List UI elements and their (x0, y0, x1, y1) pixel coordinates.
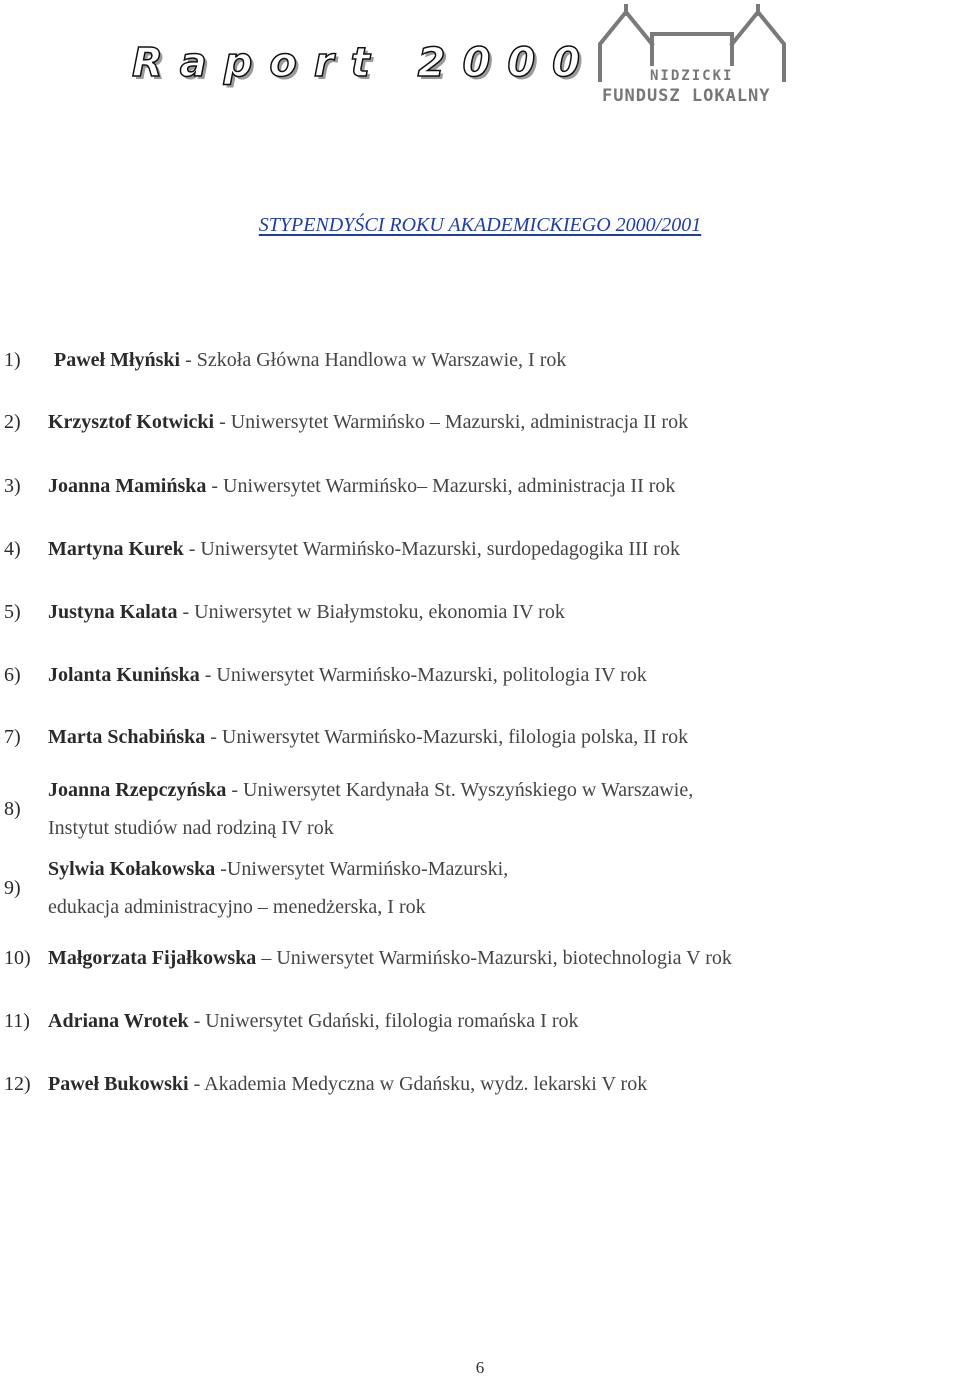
scholar-name: Krzysztof Kotwicki (48, 411, 215, 433)
item-number: 3) (4, 475, 21, 497)
item-number: 6) (4, 664, 21, 686)
scholar-description-continued: Instytut studiów nad rodziną IV rok (48, 817, 334, 839)
scholar-description-continued: edukacja administracyjno – menedżerska, I rok (48, 896, 426, 918)
scholar-description: - Uniwersytet Gdański, filologia romańska I rok (188, 1010, 579, 1032)
scholar-description: - Uniwersytet Warmińsko-Mazurski, filologia polska, II rok (205, 726, 689, 748)
fund-logo (592, 2, 796, 110)
item-number: 2) (4, 411, 21, 433)
scholar-description: -Uniwersytet Warmińsko-Mazurski, (215, 858, 509, 880)
item-number: 12) (4, 1073, 31, 1095)
scholar-name: Jolanta Kunińska (48, 664, 200, 686)
scholar-description: – Uniwersytet Warmińsko-Mazurski, biotechnologia V rok (256, 947, 732, 969)
report-title: Raport 2000 (132, 40, 598, 86)
logo-text-line1: NIDZICKI (650, 68, 734, 84)
scholar-name: Martyna Kurek (48, 538, 184, 560)
scholar-name: Marta Schabińska (48, 726, 206, 748)
scholar-name: Paweł Młyński (54, 349, 181, 371)
item-number: 10) (4, 947, 31, 969)
item-number: 7) (4, 726, 21, 748)
page-number: 6 (475, 1358, 485, 1377)
item-number: 1) (4, 349, 21, 371)
item-number: 5) (4, 601, 21, 623)
item-number: 9) (4, 877, 21, 899)
scholar-description: - Uniwersytet Kardynała St. Wyszyńskiego w Warszawie, (226, 779, 694, 801)
item-number: 4) (4, 538, 21, 560)
scholar-description: - Uniwersytet Warmińsko-Mazurski, surdopedagogika III rok (183, 538, 680, 560)
scholar-name: Joanna Rzepczyńska (48, 779, 227, 801)
scholar-description: - Uniwersytet w Białymstoku, ekonomia IV rok (177, 601, 565, 623)
scholar-name: Małgorzata Fijałkowska (48, 947, 257, 969)
item-number: 8) (4, 798, 21, 820)
section-heading: STYPENDYŚCI ROKU AKADEMICKIEGO 2000/2001 (258, 214, 702, 236)
scholar-description: - Akademia Medyczna w Gdańsku, wydz. lekarski V rok (188, 1073, 648, 1095)
scholar-name: Justyna Kalata (48, 601, 178, 623)
scholar-name: Adriana Wrotek (48, 1010, 189, 1032)
scholar-description: - Uniwersytet Warmińsko – Mazurski, administracja II rok (214, 411, 689, 433)
scholar-name: Sylwia Kołakowska (48, 858, 216, 880)
scholar-name: Paweł Bukowski (48, 1073, 189, 1095)
item-number: 11) (4, 1010, 30, 1032)
scholar-description: - Uniwersytet Warmińsko-Mazurski, politologia IV rok (199, 664, 647, 686)
scholar-name: Joanna Mamińska (48, 475, 207, 497)
scholar-description: - Uniwersytet Warmińsko– Mazurski, administracja II rok (206, 475, 676, 497)
scholar-description: - Szkoła Główna Handlowa w Warszawie, I rok (180, 349, 567, 371)
logo-text-line2: FUNDUSZ LOKALNY (602, 86, 771, 106)
